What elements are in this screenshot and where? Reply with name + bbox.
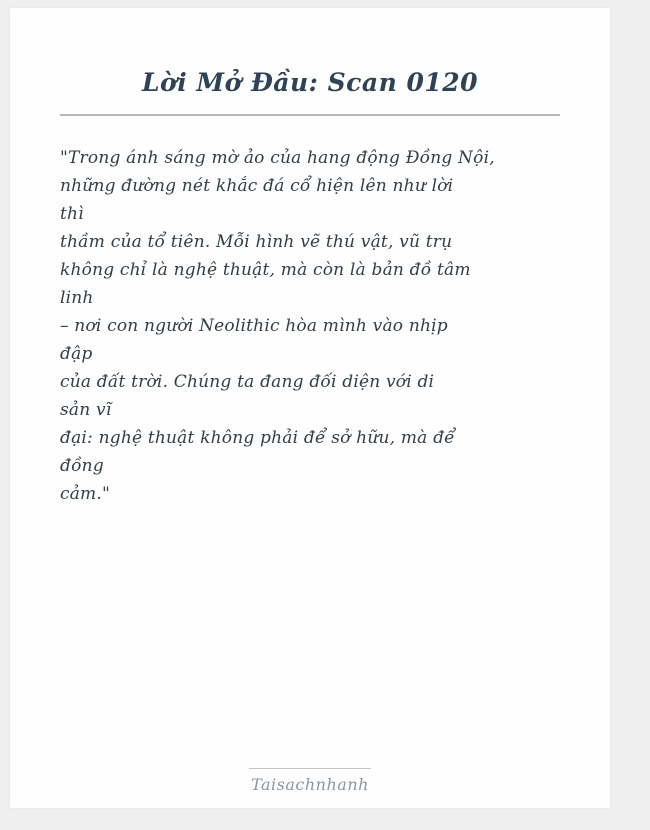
quote-line: của đất trời. Chúng ta đang đối diện với di xyxy=(60,372,435,392)
quote-line: "Trong ánh sáng mờ ảo của hang động Đồng Nội, xyxy=(60,148,495,168)
quote-line: thầm của tổ tiên. Mỗi hình vẽ thú vật, vũ trụ xyxy=(60,232,453,252)
quote-line: đồng xyxy=(60,456,104,476)
page-content xyxy=(10,68,610,508)
quote-paragraph xyxy=(60,144,560,508)
document-page xyxy=(10,8,610,808)
footer-site-name: Taisachnhanh xyxy=(251,775,369,794)
quote-line: thì xyxy=(60,204,84,224)
quote-line: những đường nét khắc đá cổ hiện lên như lời xyxy=(60,176,454,196)
page-title: Lời Mở Đầu: Scan 0120 xyxy=(141,68,479,97)
quote-line: đại: nghệ thuật không phải để sở hữu, mà để xyxy=(60,428,455,448)
quote-line: không chỉ là nghệ thuật, mà còn là bản đồ tâm xyxy=(60,260,471,280)
footer-divider xyxy=(249,768,371,769)
quote-line: sản vĩ xyxy=(60,400,112,420)
quote-line: – nơi con người Neolithic hòa mình vào nhịp xyxy=(60,316,448,336)
quote-line: cảm." xyxy=(60,484,110,504)
title-divider xyxy=(60,114,560,116)
page-footer xyxy=(10,768,610,794)
quote-line: đập xyxy=(60,344,93,364)
quote-line: linh xyxy=(60,288,94,308)
